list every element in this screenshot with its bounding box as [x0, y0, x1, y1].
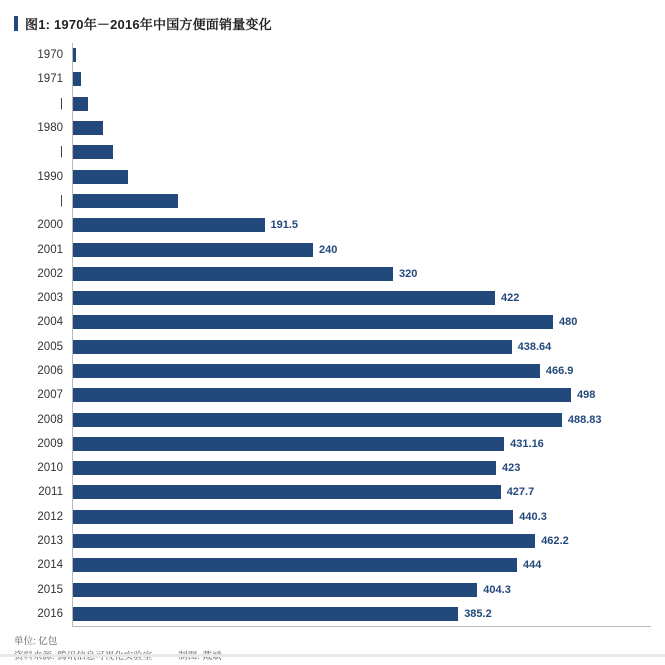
- bar-row: [14, 67, 651, 91]
- bar: [73, 485, 501, 499]
- bar-track: [72, 140, 651, 164]
- bar: [73, 510, 513, 524]
- bar-track: [72, 383, 651, 407]
- credit-note: [178, 650, 221, 664]
- bar-row: [14, 310, 651, 334]
- bar-value-label: 444: [523, 559, 542, 572]
- category-label: 2008: [37, 413, 63, 426]
- category-label: 2015: [37, 583, 63, 596]
- bar: [73, 364, 540, 378]
- bar: [73, 315, 553, 329]
- bar-track: [72, 116, 651, 140]
- bar-value-label: 320: [399, 267, 418, 280]
- bar-row: [14, 529, 651, 553]
- bar-row: [14, 43, 651, 67]
- category-label: 2009: [37, 437, 63, 450]
- bar-track: [72, 529, 651, 553]
- bar-row: [14, 189, 651, 213]
- bar: [73, 243, 313, 257]
- bar-value-label: 422: [501, 292, 520, 305]
- bar: [73, 534, 535, 548]
- category-label: 2002: [37, 267, 63, 280]
- bar-track: [72, 456, 651, 480]
- bar-value-label: 440.3: [519, 510, 547, 523]
- bar-row: [14, 140, 651, 164]
- bar-value-label: 438.64: [517, 340, 552, 353]
- bar: [73, 607, 458, 621]
- bar-track: [72, 67, 651, 91]
- bar: [73, 72, 81, 86]
- category-label: 1980: [37, 122, 63, 135]
- bar-row: [14, 456, 651, 480]
- bar-row: [14, 553, 651, 577]
- bar: [73, 388, 571, 402]
- bar-track: [72, 310, 651, 334]
- category-label: 2013: [37, 535, 63, 548]
- bar-row: [14, 335, 651, 359]
- bar-value-label: 191.5: [270, 219, 299, 232]
- bar-row: [14, 237, 651, 261]
- title-text: 图1: 1970年－2016年中国方便面销量变化: [25, 17, 272, 32]
- category-label: |: [60, 97, 63, 110]
- bar-track: [72, 43, 651, 67]
- category-label: |: [60, 146, 63, 159]
- bar: [73, 121, 103, 135]
- category-label: 2004: [37, 316, 63, 329]
- bar: [73, 145, 113, 159]
- unit-note: 单位: 亿包: [14, 636, 58, 648]
- bar-value-label: 466.9: [545, 365, 574, 377]
- bar-value-label: 423: [502, 462, 521, 475]
- bar-track: [72, 164, 651, 188]
- bar-track: [72, 432, 651, 456]
- category-label: 2001: [37, 243, 63, 256]
- category-label: 2011: [38, 486, 63, 499]
- category-label: 2016: [37, 607, 63, 620]
- category-label: |: [60, 194, 63, 207]
- category-label: 2007: [37, 389, 63, 402]
- bar-track: [72, 407, 651, 431]
- category-label: 2005: [37, 340, 63, 353]
- category-label: 2003: [37, 292, 63, 305]
- bar-row: [14, 164, 651, 188]
- bar-value-label: 480: [559, 316, 578, 329]
- bar-track: [72, 286, 651, 310]
- bar-value-label: 498: [577, 389, 596, 402]
- bar: [73, 413, 562, 427]
- bar: [73, 170, 128, 184]
- chart-footer: [0, 627, 665, 665]
- bar: [73, 558, 517, 572]
- bar-row: [14, 116, 651, 140]
- bar: [73, 218, 265, 232]
- bar-row: [14, 286, 651, 310]
- bar: [73, 267, 393, 281]
- bar-track: [72, 505, 651, 529]
- axis-baseline: [72, 626, 651, 627]
- bar-chart: [0, 43, 665, 627]
- bar: [73, 583, 477, 597]
- bar-value-label: 431.16: [510, 437, 544, 450]
- source-note: [14, 650, 152, 664]
- bar-track: [72, 480, 651, 504]
- bar-value-label: 385.2: [464, 607, 492, 620]
- bar: [73, 340, 512, 354]
- bar-track: [72, 189, 651, 213]
- bar: [73, 97, 88, 111]
- bar-track: [72, 213, 651, 237]
- category-label: 2000: [37, 219, 63, 232]
- bar-value-label: 404.3: [483, 583, 511, 596]
- bar-row: [14, 383, 651, 407]
- bar-row: [14, 92, 651, 116]
- page-title: [0, 0, 665, 43]
- bar-value-label: 488.83: [567, 413, 602, 426]
- bar-value-label: 240: [319, 243, 338, 256]
- bar-value-label: 427.7: [506, 486, 535, 499]
- category-label: 1990: [37, 170, 63, 183]
- bar-row: [14, 602, 651, 626]
- bar-rows: [14, 43, 651, 626]
- bar-track: [72, 359, 651, 383]
- bar-row: [14, 505, 651, 529]
- category-label: 1971: [37, 73, 63, 86]
- bar-track: [72, 335, 651, 359]
- bar-row: [14, 262, 651, 286]
- category-label: 2014: [37, 559, 63, 572]
- bar-row: [14, 407, 651, 431]
- bar-row: [14, 359, 651, 383]
- bar-row: [14, 578, 651, 602]
- bar: [73, 48, 76, 62]
- bar: [73, 437, 504, 451]
- bar-row: [14, 213, 651, 237]
- bar-track: [72, 262, 651, 286]
- bar: [73, 291, 495, 305]
- category-label: 1970: [37, 49, 63, 62]
- bar-row: [14, 480, 651, 504]
- category-label: 2012: [37, 510, 63, 523]
- bar-track: [72, 92, 651, 116]
- bar-track: [72, 578, 651, 602]
- bar-value-label: 462.2: [541, 535, 569, 548]
- bar-track: [72, 237, 651, 261]
- bar: [73, 194, 178, 208]
- bar: [73, 461, 496, 475]
- category-label: 2006: [37, 365, 63, 377]
- category-label: 2010: [37, 462, 63, 475]
- title-accent-bar: [14, 16, 18, 31]
- bar-track: [72, 553, 651, 577]
- bar-track: [72, 602, 651, 626]
- bar-row: [14, 432, 651, 456]
